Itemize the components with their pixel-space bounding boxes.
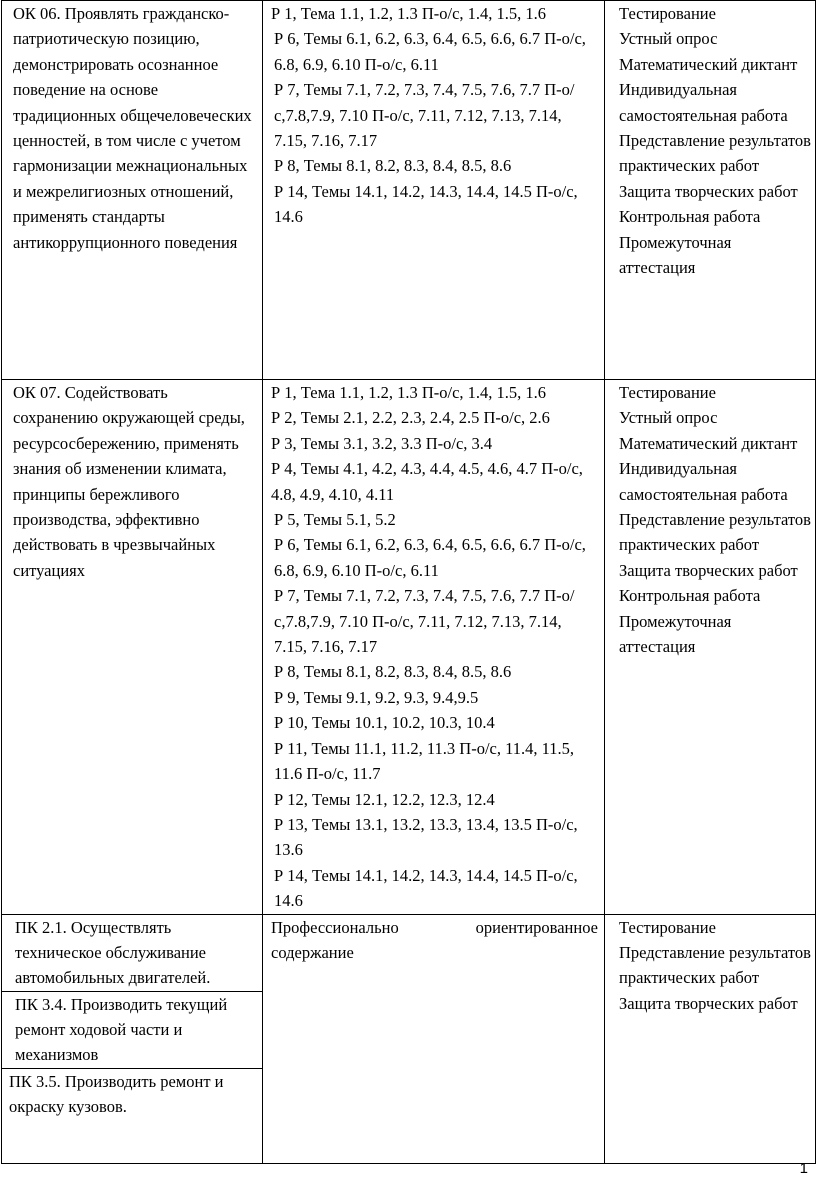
content-word: ориентированное — [475, 917, 598, 937]
table-row — [2, 380, 816, 915]
competence-text: ОК 06. Проявлять гражданско-патриотическую позицию, демонстрировать осознанное поведение на основе традиционных общечеловеческих ценностей, в том числе с учетом гармонизации межнациональных и межрелигиозных отношений, применять стандарты антикоррупционного поведения — [13, 4, 252, 252]
theme-line: Р 1, Тема 1.1, 1.2, 1.3 П-о/с, 1.4, 1.5, 1.6 — [271, 4, 547, 23]
themes-cell — [263, 380, 605, 915]
theme-line: Р 7, Темы 7.1, 7.2, 7.3, 7.4, 7.5, 7.6, 7.7 П-о/с,7.8,7.9, 7.10 П-о/с, 7.11, 7.12, 7.13, 7.14, 7.15, 7.16, 7.17 — [274, 80, 575, 151]
content-word: содержание — [271, 942, 354, 962]
theme-line: Р 12, Темы 12.1, 12.2, 12.3, 12.4 — [274, 789, 495, 809]
assessment-form: Контрольная работа — [619, 586, 761, 606]
theme-line: Р 4, Темы 4.1, 4.2, 4.3, 4.4, 4.5, 4.6, 4.7 П-о/с, 4.8, 4.9, 4.10, 4.11 — [271, 459, 583, 504]
table-row — [2, 914, 816, 1163]
assessment-form: Контрольная работа — [619, 207, 761, 227]
theme-line: Р 5, Темы 5.1, 5.2 — [274, 510, 396, 530]
themes-cell — [263, 1, 605, 380]
theme-line: Р 9, Темы 9.1, 9.2, 9.3, 9.4,9.5 — [274, 687, 479, 707]
themes-cell — [263, 914, 605, 1163]
assessment-form: Защита творческих работ — [619, 560, 798, 580]
theme-line: Р 3, Темы 3.1, 3.2, 3.3 П-о/с, 3.4 — [271, 433, 493, 453]
theme-line: Р 6, Темы 6.1, 6.2, 6.3, 6.4, 6.5, 6.6, 6.7 П-о/с, 6.8, 6.9, 6.10 П-о/с, 6.11 — [274, 535, 586, 580]
assessment-cell — [605, 914, 816, 1163]
assessment-form: Промежуточная аттестация — [619, 232, 732, 278]
theme-line: Р 11, Темы 11.1, 11.2, 11.3 П-о/с, 11.4, 11.5, 11.6 П-о/с, 11.7 — [274, 738, 574, 784]
theme-line: Р 14, Темы 14.1, 14.2, 14.3, 14.4, 14.5 П-о/с, 14.6 — [274, 865, 578, 911]
theme-line: Р 2, Темы 2.1, 2.2, 2.3, 2.4, 2.5 П-о/с, 2.6 — [271, 408, 550, 428]
assessment-form: Промежуточная аттестация — [619, 611, 732, 657]
content-word: Профессионально — [271, 917, 399, 937]
assessment-form: Защита творческих работ — [619, 993, 798, 1013]
theme-line: Р 8, Темы 8.1, 8.2, 8.3, 8.4, 8.5, 8.6 — [274, 156, 512, 176]
pk-competence: ПК 3.4. Производить текущий ремонт ходовой части и механизмов — [2, 992, 262, 1069]
pk-competence: ПК 2.1. Осуществлять техническое обслуживание автомобильных двигателей. — [2, 915, 262, 992]
theme-line: Р 13, Темы 13.1, 13.2, 13.3, 13.4, 13.5 П-о/с, 13.6 — [274, 814, 578, 860]
assessment-form: Представление результатов практических работ — [619, 510, 811, 555]
assessment-form: Тестирование — [619, 917, 716, 937]
assessment-form: Представление результатов практических работ — [619, 131, 811, 176]
assessment-form: Тестирование — [619, 4, 716, 23]
competence-cell — [2, 914, 263, 1163]
theme-line: Р 1, Тема 1.1, 1.2, 1.3 П-о/с, 1.4, 1.5, 1.6 — [271, 383, 547, 402]
assessment-form: Защита творческих работ — [619, 181, 798, 201]
assessment-form: Индивидуальная самостоятельная работа — [619, 80, 788, 125]
theme-line: Р 6, Темы 6.1, 6.2, 6.3, 6.4, 6.5, 6.6, 6.7 П-о/с, 6.8, 6.9, 6.10 П-о/с, 6.11 — [274, 29, 586, 74]
assessment-form: Математический диктант — [619, 54, 798, 74]
competence-cell — [2, 380, 263, 915]
theme-line: Р 8, Темы 8.1, 8.2, 8.3, 8.4, 8.5, 8.6 — [274, 662, 512, 682]
competence-cell — [2, 1, 263, 380]
assessment-form: Представление результатов практических работ — [619, 942, 811, 988]
table-row — [2, 1, 816, 380]
pk-competence: ПК 3.5. Производить ремонт и окраску кузовов. — [9, 1071, 224, 1116]
assessment-form: Индивидуальная самостоятельная работа — [619, 459, 788, 504]
competence-table — [1, 0, 816, 1164]
assessment-form: Математический диктант — [619, 433, 798, 453]
theme-line: Р 7, Темы 7.1, 7.2, 7.3, 7.4, 7.5, 7.6, 7.7 П-о/с,7.8,7.9, 7.10 П-о/с, 7.11, 7.12, 7.13, 7.14, 7.15, 7.16, 7.17 — [274, 586, 575, 657]
competence-text: ОК 07. Содействовать сохранению окружающей среды, ресурсосбережению, применять знания об изменении климата, принципы бережливого производства, эффективно действовать в чрезвычайных ситуациях — [13, 383, 245, 580]
assessment-form: Устный опрос — [619, 408, 718, 428]
assessment-form: Устный опрос — [619, 29, 718, 49]
theme-line: Р 14, Темы 14.1, 14.2, 14.3, 14.4, 14.5 П-о/с, 14.6 — [274, 181, 578, 227]
page-number: 1 — [799, 1160, 808, 1177]
assessment-cell — [605, 380, 816, 915]
assessment-form: Тестирование — [619, 383, 716, 402]
theme-line: Р 10, Темы 10.1, 10.2, 10.3, 10.4 — [274, 713, 495, 733]
assessment-cell — [605, 1, 816, 380]
